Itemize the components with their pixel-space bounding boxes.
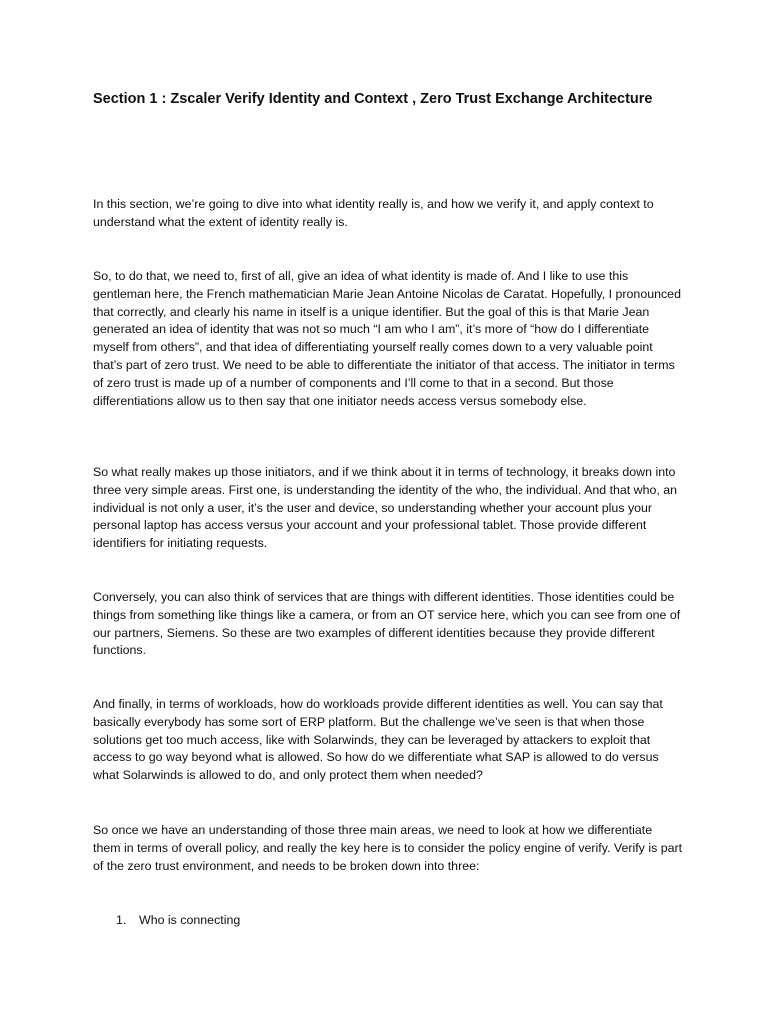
list-item: [93, 912, 683, 930]
list-item-number: 1.: [116, 913, 127, 927]
paragraph-workloads: And finally, in terms of workloads, how do workloads provide different identities as well. You can say that basically everybody has some sort of ERP platform. But the challenge we’ve seen is that when those solutions get too much access, like with Solarwinds, they can be leveraged by attackers to exploit that access to go way beyond what is allowed. So how do we differentiate what SAP is allowed to do versus what Solarwinds is allowed to do, and only protect them when needed?: [93, 697, 663, 783]
paragraph-policy: So once we have an understanding of those three main areas, we need to look at how we differentiate them in terms of overall policy, and really the key here is to consider the policy engine of verify. Verify is part of the zero trust environment, and needs to be broken down into three:: [93, 823, 683, 873]
paragraph-initiators: So what really makes up those initiators, and if we think about it in terms of technology, it breaks down into three very simple areas. First one, is understanding the identity of the who, the individual. And that who, an individual is not only a user, it’s the user and device, so understanding whether your account plus your personal laptop has access versus your account and your professional tablet. Those provide different identifiers for initiating requests.: [93, 465, 678, 551]
paragraph-services: Conversely, you can also think of services that are things with different identities. Those identities could be things from something like things like a camera, or from an OT service here, which you can see from one of our partners, Siemens. So these are two examples of different identities because they provide different functions.: [93, 590, 681, 658]
paragraph-identity-origin: So, to do that, we need to, first of all, give an idea of what identity is made of. And I like to use this gentleman here, the French mathematician Marie Jean Antoine Nicolas de Caratat. Hopefully, I pronounced that correctly, and clearly his name in itself is a unique identifier. But the goal of this is that Marie Jean generated an idea of identity that was not so much “I am who I am”, it’s more of “how do I differentiate myself from others”, and that idea of differentiating yourself really comes down to a very valuable point that’s part of zero trust. We need to be able to differentiate the initiator of that access. The initiator in terms of zero trust is made up of a number of components and I’ll come to that in a second. But those differentiations allow us to then say that one initiator needs access versus somebody else.: [93, 269, 681, 408]
numbered-list: [93, 912, 683, 930]
paragraph-intro: In this section, we’re going to dive into what identity really is, and how we verify it, and apply context to understand what the extent of identity really is.: [93, 197, 654, 229]
list-item-text: Who is connecting: [139, 913, 241, 927]
section-title: Section 1 : Zscaler Verify Identity and Context , Zero Trust Exchange Architecture: [93, 91, 653, 107]
